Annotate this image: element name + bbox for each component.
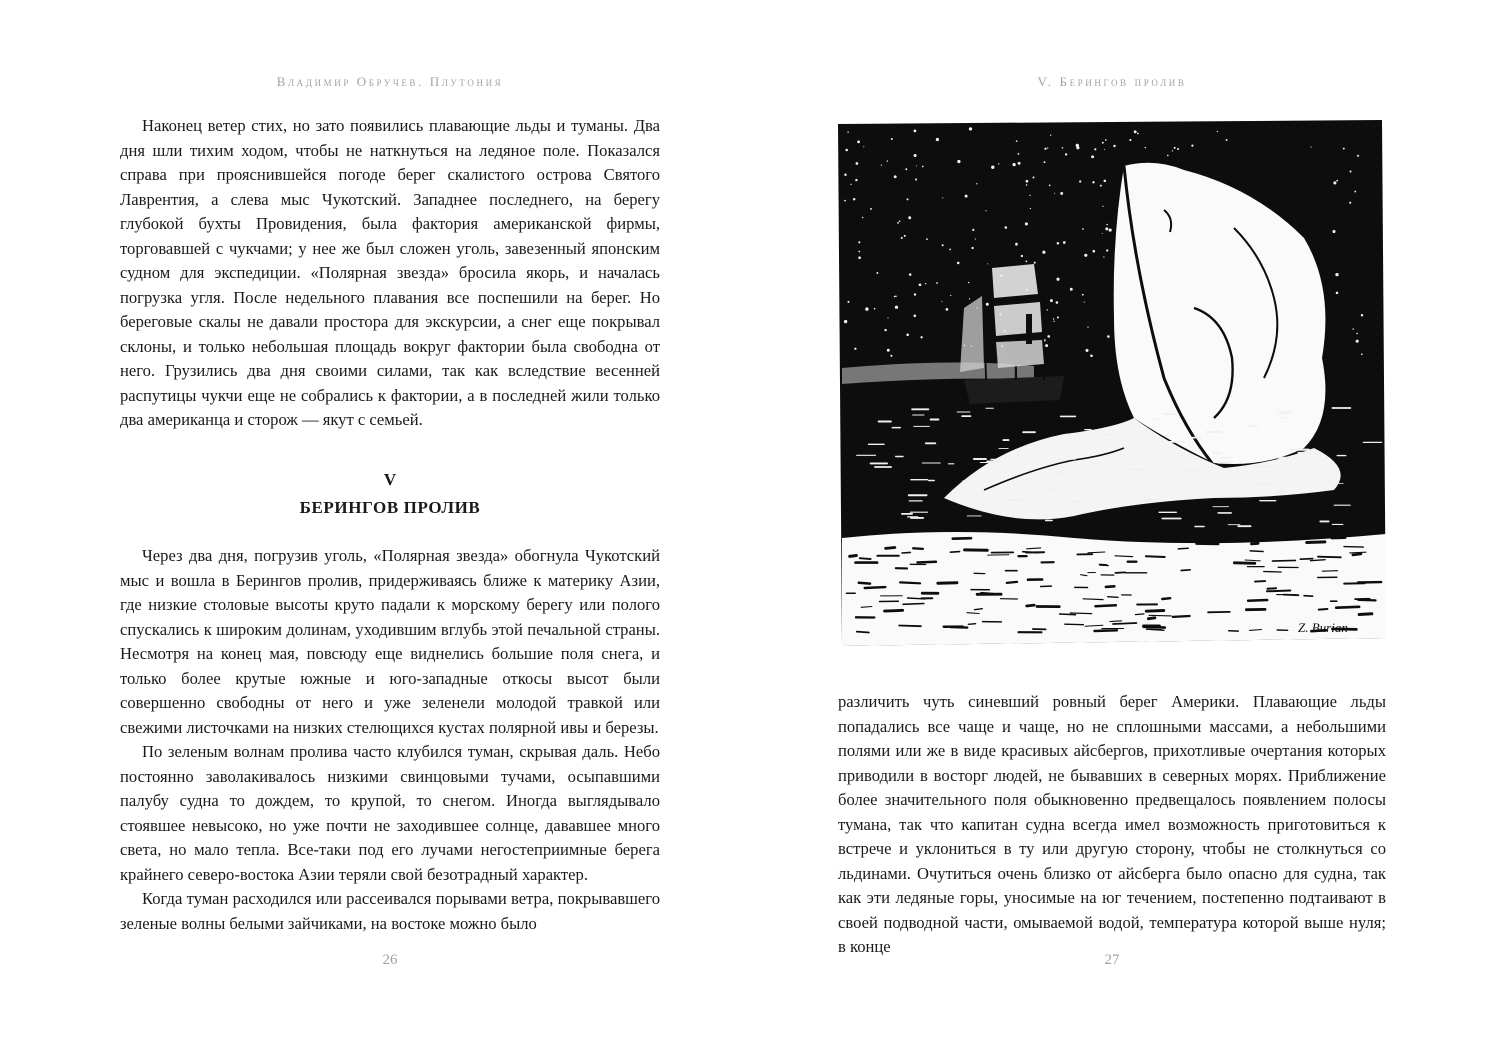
paragraph: Наконец ветер стих, но зато появились плавающие льды и туманы. Два дня шли тихим ходом, чтобы не наткнуться на ледяное поле. Показался справа при прояснившейся погоде берег скалистого острова Святого Лаврентия, а слева мыс Чукотский. Западнее последнего, на берегу глубокой бухты Провидения, была фактория американской фирмы, торговавшей с чукчами; у нее же был сложен уголь, завезенный японским судном для экспедиции. «Полярная звезда» бросила якорь, и началась погрузка угля. После недельного плавания все поспешили на берег. Но береговые скалы не давали простора для экскурсии, а снег еще покрывал склоны, и только небольшая площадь вокруг фактории была свободна от него. Грузились два дня своими силами, так как вследствие весенней распутицы чукчи еще не собрались к фактории, а в последней жили только два американца и сторож — якут с семьей. — [120, 116, 660, 429]
illustration-signature: Z. Burian — [1298, 620, 1348, 635]
paragraph: Через два дня, погрузив уголь, «Полярная звезда» обогнула Чукотский мыс и вошла в Берингов пролив, придерживаясь ближе к материку Азии, где низкие столовые высоты круто падали к морскому берегу или полого спускались к широким долинам, уходившим вглубь этой печальной страны. Несмотря на конец мая, повсюду еще виднелись большие поля снега, и только более крутые южные и юго-западные откосы высот были совершенно свободны от него и уже зеленели молодой травкой или свежими листочками на низких стелющихся кустах полярной ивы и березы. — [120, 546, 660, 737]
right-page — [838, 0, 1386, 1060]
page-number-right: 27 — [1104, 952, 1120, 968]
paragraph: По зеленым волнам пролива часто клубился туман, скрывая даль. Небо постоянно заволакивалось низкими свинцовыми тучами, осыпавшими палубу судна то дождем, то крупой, то снегом. Иногда выглядывало стоявшее невысоко, но уже почти не заходившее солнце, дававшее много света, но мало тепла. Все-таки под его лучами негостеприимные берега крайнего северо-востока Азии теряли свой безотрадный характер. — [120, 742, 660, 884]
paragraph: различить чуть синевший ровный берег Америки. Плавающие льды попадались все чаще и чаще, но не сплошными массами, а небольшими полями или же в виде красивых айсбергов, прихотливые очертания которых приводили в восторг людей, не бывавших в северных морях. Приближение более значительного поля обыкновенно предвещалось появлением полосы тумана, так что капитан судна всегда имел возможность приготовиться к встрече и уклониться в ту или другую сторону, чтобы не столкнуться со льдинами. Очутиться очень близко от айсберга было опасно для судна, так как эти ледяные горы, уносимые на юг течением, постепенно подтаивают в своей подводной части, омываемой водой, температура которой выше нуля; в конце — [838, 692, 1386, 956]
paragraph: Когда туман расходился или рассеивался порывами ветра, покрывавшего зеленые волны белыми зайчиками, на востоке можно было — [120, 889, 660, 933]
running-head-right: V. Берингов пролив — [1037, 74, 1187, 89]
chapter-number: V — [383, 470, 397, 489]
iceberg-ship-illustration — [834, 118, 1390, 658]
chapter-title: БЕРИНГОВ ПРОЛИВ — [299, 498, 481, 517]
left-text-top — [120, 114, 660, 433]
page-number-left: 26 — [382, 952, 398, 968]
left-page — [120, 0, 660, 1060]
left-text-bottom — [120, 544, 660, 936]
right-text — [838, 690, 1386, 960]
running-head-left: Владимир Обручев. Плутония — [276, 74, 504, 89]
